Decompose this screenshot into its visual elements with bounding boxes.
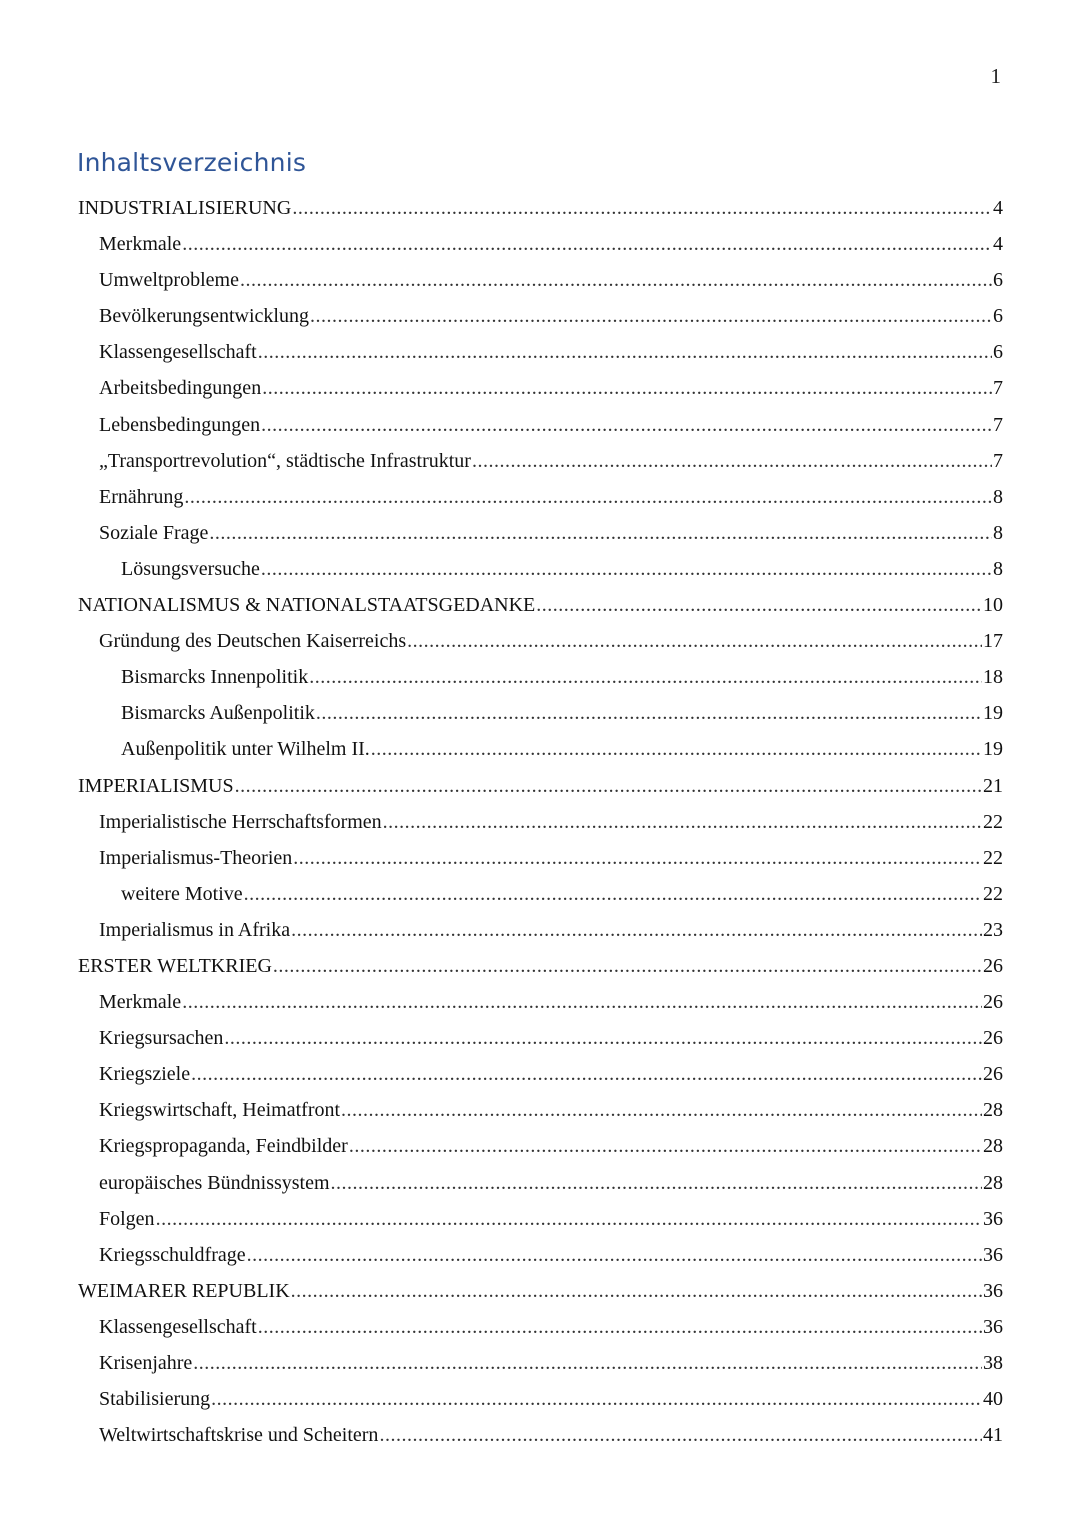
toc-entry-page-number: 41: [983, 1424, 1003, 1447]
toc-entry-page-number: 36: [983, 1315, 1003, 1338]
toc-dot-leader: [349, 1128, 982, 1164]
toc-entry[interactable]: [78, 262, 1003, 298]
toc-entry-page-number: 6: [993, 341, 1003, 364]
toc-entry[interactable]: [78, 659, 1003, 695]
toc-entry[interactable]: [78, 1201, 1003, 1237]
toc-entry-page-number: 40: [983, 1388, 1003, 1411]
toc-entry-label: WEIMARER REPUBLIK: [78, 1279, 290, 1302]
toc-entry-page-number: 22: [983, 810, 1003, 833]
toc-entry[interactable]: [78, 948, 1003, 984]
toc-entry-label: Bevölkerungsentwicklung: [99, 305, 309, 328]
toc-entry[interactable]: [78, 1020, 1003, 1056]
toc-dot-leader: [536, 587, 982, 623]
toc-dot-leader: [291, 1273, 982, 1309]
toc-dot-leader: [291, 912, 982, 948]
toc-entry-page-number: 4: [993, 233, 1003, 256]
toc-dot-leader: [472, 443, 992, 479]
toc-entry[interactable]: [78, 298, 1003, 334]
toc-dot-leader: [309, 659, 982, 695]
toc-entry-page-number: 26: [983, 1063, 1003, 1086]
toc-entry-page-number: 7: [993, 377, 1003, 400]
toc-entry-page-number: 8: [993, 521, 1003, 544]
toc-entry-label: weitere Motive: [121, 882, 243, 905]
toc-dot-leader: [240, 262, 992, 298]
toc-entry-label: Gründung des Deutschen Kaiserreichs: [99, 630, 407, 653]
toc-dot-leader: [371, 731, 982, 767]
table-of-contents: [78, 190, 1003, 1453]
toc-entry[interactable]: [78, 1309, 1003, 1345]
page-title: Inhaltsverzeichnis: [77, 148, 307, 177]
toc-entry-page-number: 10: [983, 594, 1003, 617]
toc-entry[interactable]: [78, 768, 1003, 804]
toc-entry-page-number: 26: [983, 991, 1003, 1014]
toc-entry-page-number: 36: [983, 1243, 1003, 1266]
toc-dot-leader: [258, 1309, 982, 1345]
toc-entry-page-number: 19: [983, 702, 1003, 725]
toc-entry[interactable]: [78, 804, 1003, 840]
toc-entry-label: Weltwirtschaftskrise und Scheitern: [99, 1424, 379, 1447]
toc-entry-label: Bismarcks Außenpolitik: [121, 702, 315, 725]
toc-entry-page-number: 36: [983, 1207, 1003, 1230]
toc-entry-label: Bismarcks Innenpolitik: [121, 666, 309, 689]
toc-entry-label: Imperialismus-Theorien: [99, 846, 293, 869]
toc-entry-page-number: 21: [983, 774, 1003, 797]
toc-entry-page-number: 28: [983, 1171, 1003, 1194]
toc-entry[interactable]: [78, 370, 1003, 406]
toc-entry-label: Stabilisierung: [99, 1388, 211, 1411]
toc-entry-page-number: 28: [983, 1099, 1003, 1122]
toc-dot-leader: [209, 515, 992, 551]
toc-entry-page-number: 6: [993, 305, 1003, 328]
toc-dot-leader: [316, 695, 982, 731]
toc-entry[interactable]: [78, 479, 1003, 515]
toc-entry-label: Imperialismus in Afrika: [99, 918, 291, 941]
toc-entry-page-number: 8: [993, 557, 1003, 580]
toc-entry[interactable]: [78, 190, 1003, 226]
toc-entry[interactable]: [78, 1417, 1003, 1453]
toc-entry[interactable]: [78, 731, 1003, 767]
toc-entry[interactable]: [78, 984, 1003, 1020]
toc-entry-label: IMPERIALISMUS: [78, 774, 234, 797]
toc-entry[interactable]: [78, 1128, 1003, 1164]
toc-entry-label: „Transportrevolution“, städtische Infrastruktur: [99, 449, 471, 472]
toc-dot-leader: [258, 334, 992, 370]
toc-entry-page-number: 7: [993, 413, 1003, 436]
toc-entry-label: Arbeitsbedingungen: [99, 377, 262, 400]
toc-entry-page-number: 8: [993, 485, 1003, 508]
toc-entry-page-number: 28: [983, 1135, 1003, 1158]
toc-entry[interactable]: [78, 551, 1003, 587]
toc-entry-page-number: 7: [993, 449, 1003, 472]
toc-entry-label: NATIONALISMUS & NATIONALSTAATSGEDANKE: [78, 594, 536, 617]
toc-entry[interactable]: [78, 1165, 1003, 1201]
toc-entry-label: Imperialistische Herrschaftsformen: [99, 810, 382, 833]
toc-dot-leader: [244, 876, 982, 912]
toc-entry-label: Umweltprobleme: [99, 269, 239, 292]
toc-entry[interactable]: [78, 695, 1003, 731]
toc-dot-leader: [310, 298, 992, 334]
toc-entry[interactable]: [78, 623, 1003, 659]
toc-entry-page-number: 36: [983, 1279, 1003, 1302]
toc-entry[interactable]: [78, 1237, 1003, 1273]
toc-dot-leader: [193, 1345, 982, 1381]
toc-entry[interactable]: [78, 1345, 1003, 1381]
toc-entry[interactable]: [78, 587, 1003, 623]
toc-entry-page-number: 22: [983, 846, 1003, 869]
toc-dot-leader: [247, 1237, 982, 1273]
toc-entry-label: Außenpolitik unter Wilhelm II.: [121, 738, 370, 761]
toc-entry-label: Lösungsversuche: [121, 557, 260, 580]
toc-entry[interactable]: [78, 443, 1003, 479]
toc-dot-leader: [331, 1165, 982, 1201]
toc-entry-page-number: 18: [983, 666, 1003, 689]
toc-entry-page-number: 23: [983, 918, 1003, 941]
toc-dot-leader: [379, 1417, 982, 1453]
toc-dot-leader: [262, 370, 992, 406]
toc-entry[interactable]: [78, 407, 1003, 443]
toc-entry-label: Kriegspropaganda, Feindbilder: [99, 1135, 348, 1158]
toc-entry-page-number: 19: [983, 738, 1003, 761]
toc-entry-label: Merkmale: [99, 991, 182, 1014]
toc-entry-label: Folgen: [99, 1207, 155, 1230]
toc-dot-leader: [407, 623, 982, 659]
toc-dot-leader: [292, 190, 992, 226]
toc-entry-label: Klassengesellschaft: [99, 341, 257, 364]
toc-dot-leader: [261, 551, 992, 587]
toc-entry-label: Ernährung: [99, 485, 184, 508]
toc-entry-page-number: 17: [983, 630, 1003, 653]
toc-entry-label: Kriegsursachen: [99, 1027, 224, 1050]
toc-entry[interactable]: [78, 226, 1003, 262]
toc-entry-page-number: 6: [993, 269, 1003, 292]
toc-entry[interactable]: [78, 1273, 1003, 1309]
toc-entry-label: Kriegsziele: [99, 1063, 191, 1086]
toc-entry-label: Lebensbedingungen: [99, 413, 261, 436]
toc-entry-page-number: 38: [983, 1352, 1003, 1374]
toc-entry-label: Kriegswirtschaft, Heimatfront: [99, 1099, 341, 1122]
toc-entry-page-number: 26: [983, 1027, 1003, 1050]
toc-entry-label: europäisches Bündnissystem: [99, 1171, 330, 1194]
toc-entry-label: Klassengesellschaft: [99, 1315, 257, 1338]
toc-entry-label: Krisenjahre: [99, 1352, 193, 1374]
toc-entry-label: INDUSTRIALISIERUNG: [78, 197, 292, 219]
toc-dot-leader: [156, 1201, 982, 1237]
toc-entry-page-number: 22: [983, 882, 1003, 905]
toc-dot-leader: [182, 984, 982, 1020]
toc-dot-leader: [293, 840, 982, 876]
toc-dot-leader: [184, 479, 992, 515]
toc-entry-page-number: 26: [983, 954, 1003, 977]
toc-dot-leader: [224, 1020, 982, 1056]
toc-entry[interactable]: [78, 334, 1003, 370]
toc-dot-leader: [383, 804, 982, 840]
toc-entry[interactable]: [78, 840, 1003, 876]
toc-entry[interactable]: [78, 1056, 1003, 1092]
toc-entry-label: Kriegsschuldfrage: [99, 1243, 246, 1266]
toc-entry[interactable]: [78, 912, 1003, 948]
toc-entry[interactable]: [78, 515, 1003, 551]
toc-entry-page-number: 4: [993, 197, 1003, 219]
toc-dot-leader: [341, 1092, 982, 1128]
toc-dot-leader: [182, 226, 992, 262]
toc-entry-label: Soziale Frage: [99, 521, 209, 544]
toc-dot-leader: [191, 1056, 982, 1092]
toc-entry[interactable]: [78, 1092, 1003, 1128]
toc-dot-leader: [211, 1381, 982, 1417]
toc-dot-leader: [273, 948, 982, 984]
toc-entry-label: ERSTER WELTKRIEG: [78, 954, 272, 977]
toc-dot-leader: [235, 768, 982, 804]
toc-entry-label: Merkmale: [99, 233, 182, 256]
page-number: 1: [990, 64, 1001, 88]
toc-dot-leader: [261, 407, 992, 443]
toc-entry[interactable]: [78, 876, 1003, 912]
toc-entry[interactable]: [78, 1381, 1003, 1417]
